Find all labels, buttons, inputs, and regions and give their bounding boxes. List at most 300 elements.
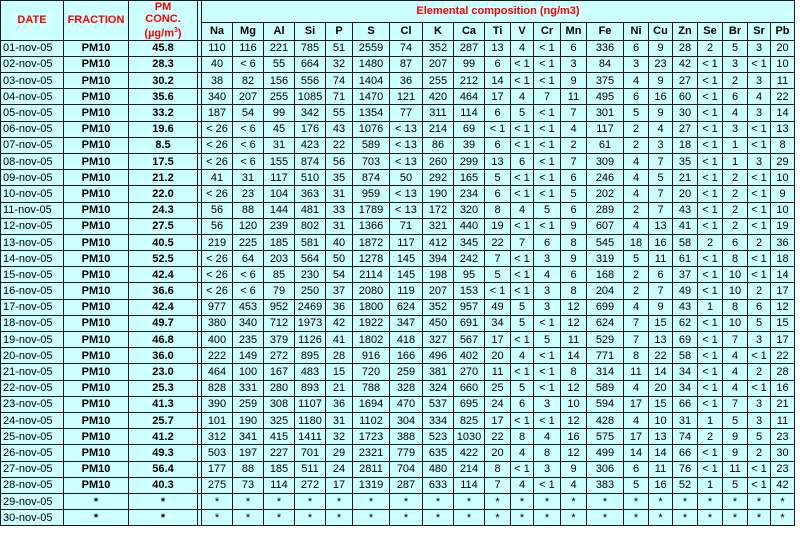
pm-conc-cell: 25.7 <box>129 412 198 428</box>
value-cell-mn: 9 <box>561 218 587 234</box>
value-cell-ni: 2 <box>624 267 649 283</box>
fraction-cell: PM10 <box>64 380 129 396</box>
value-cell-cl: 347 <box>390 315 423 331</box>
value-cell-pb: 11 <box>771 412 795 428</box>
value-cell-p: 31 <box>326 218 353 234</box>
value-cell-sr: < 1 <box>748 202 771 218</box>
value-cell-mn: 6 <box>561 170 587 186</box>
value-cell-ca: 691 <box>454 315 485 331</box>
value-cell-mg: 73 <box>233 477 264 493</box>
value-cell-v: < 1 <box>511 283 534 299</box>
value-cell-zn: 18 <box>673 137 698 153</box>
value-cell-mn: 12 <box>561 412 587 428</box>
value-cell-cr: < 1 <box>534 380 561 396</box>
value-cell-al: 104 <box>264 186 295 202</box>
value-cell-p: 21 <box>326 380 353 396</box>
value-cell-cl: 388 <box>390 429 423 445</box>
value-cell-ni: 6 <box>624 461 649 477</box>
value-cell-br: 5 <box>723 477 748 493</box>
value-cell-v: < 1 <box>511 186 534 202</box>
value-cell-br: 4 <box>723 364 748 380</box>
value-cell-pb: 11 <box>771 73 795 89</box>
value-cell-ti: 17 <box>485 89 511 105</box>
value-cell-pb: 9 <box>771 186 795 202</box>
value-cell-pb: 14 <box>771 267 795 283</box>
date-cell: 01-nov-05 <box>1 40 64 56</box>
value-cell-cr: 6 <box>534 234 561 250</box>
value-cell-ti: * <box>485 510 511 526</box>
value-cell-pb: 12 <box>771 299 795 315</box>
value-cell-pb: 23 <box>771 429 795 445</box>
value-cell-s: * <box>353 493 390 509</box>
value-cell-p: 56 <box>326 153 353 169</box>
value-cell-v: < 1 <box>511 332 534 348</box>
value-cell-fe: 624 <box>587 315 624 331</box>
pm-conc-cell: 42.4 <box>129 299 198 315</box>
value-cell-si: 342 <box>295 105 326 121</box>
value-cell-al: 203 <box>264 251 295 267</box>
pm-conc-cell: 28.3 <box>129 56 198 72</box>
date-cell: 08-nov-05 <box>1 153 64 169</box>
value-cell-ca: 242 <box>454 251 485 267</box>
value-cell-cu: 13 <box>649 332 673 348</box>
value-cell-k: 633 <box>423 477 454 493</box>
value-cell-k: 334 <box>423 412 454 428</box>
fraction-cell: PM10 <box>64 40 129 56</box>
value-cell-k: 450 <box>423 315 454 331</box>
value-cell-p: 37 <box>326 283 353 299</box>
value-cell-se: < 1 <box>698 89 723 105</box>
fraction-cell: PM10 <box>64 299 129 315</box>
fraction-cell: PM10 <box>64 445 129 461</box>
value-cell-cl: 418 <box>390 332 423 348</box>
value-cell-si: 874 <box>295 153 326 169</box>
value-cell-br: 1 <box>723 137 748 153</box>
value-cell-fe: 202 <box>587 186 624 202</box>
value-cell-se: 1 <box>698 412 723 428</box>
value-cell-sr: 3 <box>748 105 771 121</box>
value-cell-se: < 1 <box>698 202 723 218</box>
value-cell-ni: 4 <box>624 412 649 428</box>
value-cell-ni: 8 <box>624 348 649 364</box>
value-cell-mg: 225 <box>233 234 264 250</box>
value-cell-na: 503 <box>202 445 233 461</box>
value-cell-v: 6 <box>511 396 534 412</box>
value-cell-ti: 6 <box>485 105 511 121</box>
value-cell-al: 31 <box>264 137 295 153</box>
value-cell-sr: 3 <box>748 40 771 56</box>
value-cell-fe: 383 <box>587 477 624 493</box>
element-header-al: Al <box>264 22 295 40</box>
value-cell-s: 703 <box>353 153 390 169</box>
value-cell-ca: 825 <box>454 412 485 428</box>
value-cell-ni: 17 <box>624 429 649 445</box>
value-cell-zn: 35 <box>673 153 698 169</box>
value-cell-si: 230 <box>295 267 326 283</box>
value-cell-br: 7 <box>723 332 748 348</box>
value-cell-br: 10 <box>723 267 748 283</box>
value-cell-br: 6 <box>723 89 748 105</box>
value-cell-cl: 704 <box>390 461 423 477</box>
value-cell-na: 977 <box>202 299 233 315</box>
value-cell-fe: 84 <box>587 56 624 72</box>
date-cell: 11-nov-05 <box>1 202 64 218</box>
element-header-si: Si <box>295 22 326 40</box>
value-cell-zn: 74 <box>673 429 698 445</box>
value-cell-zn: 21 <box>673 170 698 186</box>
value-cell-ni: 11 <box>624 364 649 380</box>
value-cell-ni: 4 <box>624 186 649 202</box>
value-cell-si: * <box>295 493 326 509</box>
value-cell-zn: 69 <box>673 332 698 348</box>
value-cell-fe: 428 <box>587 412 624 428</box>
value-cell-pb: 17 <box>771 283 795 299</box>
value-cell-na: 56 <box>202 218 233 234</box>
value-cell-se: < 1 <box>698 153 723 169</box>
value-cell-mg: 31 <box>233 170 264 186</box>
date-cell: 06-nov-05 <box>1 121 64 137</box>
value-cell-mg: 88 <box>233 202 264 218</box>
value-cell-pb: 20 <box>771 40 795 56</box>
value-cell-si: 483 <box>295 364 326 380</box>
value-cell-s: * <box>353 510 390 526</box>
value-cell-ti: 20 <box>485 348 511 364</box>
value-cell-na: 275 <box>202 477 233 493</box>
value-cell-cu: 9 <box>649 105 673 121</box>
fraction-cell: PM10 <box>64 234 129 250</box>
value-cell-v: < 1 <box>511 73 534 89</box>
value-cell-se: 1 <box>698 299 723 315</box>
value-cell-k: 635 <box>423 445 454 461</box>
value-cell-s: 1076 <box>353 121 390 137</box>
value-cell-zn: 58 <box>673 234 698 250</box>
value-cell-s: 1802 <box>353 332 390 348</box>
fraction-cell: PM10 <box>64 202 129 218</box>
value-cell-ti: 24 <box>485 396 511 412</box>
value-cell-na: 312 <box>202 429 233 445</box>
value-cell-p: 32 <box>326 429 353 445</box>
value-cell-s: 1789 <box>353 202 390 218</box>
value-cell-na: 38 <box>202 73 233 89</box>
element-header-se: Se <box>698 22 723 40</box>
pm-conc-cell: 49.7 <box>129 315 198 331</box>
value-cell-cl: < 13 <box>390 202 423 218</box>
date-cell: 12-nov-05 <box>1 218 64 234</box>
value-cell-na: < 26 <box>202 153 233 169</box>
value-cell-cu: 10 <box>649 412 673 428</box>
value-cell-zn: 41 <box>673 218 698 234</box>
value-cell-ni: 6 <box>624 89 649 105</box>
pm-conc-cell: 25.3 <box>129 380 198 396</box>
value-cell-ti: 6 <box>485 186 511 202</box>
value-cell-al: 114 <box>264 477 295 493</box>
value-cell-zn: 37 <box>673 267 698 283</box>
value-cell-se: < 1 <box>698 380 723 396</box>
fraction-cell: PM10 <box>64 477 129 493</box>
value-cell-se: < 1 <box>698 251 723 267</box>
fraction-cell: PM10 <box>64 461 129 477</box>
value-cell-zn: 28 <box>673 40 698 56</box>
value-cell-sr: < 1 <box>748 380 771 396</box>
value-cell-mn: 8 <box>561 283 587 299</box>
value-cell-ni: 4 <box>624 218 649 234</box>
value-cell-v: < 1 <box>511 137 534 153</box>
value-cell-ti: 34 <box>485 315 511 331</box>
value-cell-v: 5 <box>511 380 534 396</box>
value-cell-na: 40 <box>202 56 233 72</box>
value-cell-ca: 270 <box>454 364 485 380</box>
value-cell-mn: 11 <box>561 89 587 105</box>
date-cell: 23-nov-05 <box>1 396 64 412</box>
value-cell-v: 5 <box>511 299 534 315</box>
table-row <box>1 121 795 137</box>
value-cell-pb: * <box>771 510 795 526</box>
pm-conc-cell: 30.2 <box>129 73 198 89</box>
fraction-cell: PM10 <box>64 412 129 428</box>
value-cell-ni: 4 <box>624 73 649 89</box>
value-cell-cu: 9 <box>649 40 673 56</box>
value-cell-se: < 1 <box>698 121 723 137</box>
value-cell-br: 8 <box>723 299 748 315</box>
value-cell-al: 117 <box>264 170 295 186</box>
table-row <box>1 105 795 121</box>
date-cell: 16-nov-05 <box>1 283 64 299</box>
value-cell-cr: * <box>534 510 561 526</box>
value-cell-fe: 375 <box>587 73 624 89</box>
value-cell-mn: 8 <box>561 364 587 380</box>
value-cell-na: 464 <box>202 364 233 380</box>
table-row <box>1 218 795 234</box>
value-cell-mn: 9 <box>561 461 587 477</box>
value-cell-mg: 259 <box>233 396 264 412</box>
value-cell-mn: 4 <box>561 121 587 137</box>
value-cell-cl: 121 <box>390 89 423 105</box>
value-cell-al: 155 <box>264 153 295 169</box>
value-cell-zn: 31 <box>673 412 698 428</box>
value-cell-ca: 39 <box>454 137 485 153</box>
value-cell-ca: 114 <box>454 105 485 121</box>
fraction-cell: * <box>64 510 129 526</box>
value-cell-si: * <box>295 510 326 526</box>
value-cell-k: 292 <box>423 170 454 186</box>
value-cell-cl: * <box>390 493 423 509</box>
value-cell-br: 2 <box>723 218 748 234</box>
value-cell-cl: 259 <box>390 364 423 380</box>
date-cell: 27-nov-05 <box>1 461 64 477</box>
value-cell-pb: * <box>771 493 795 509</box>
value-cell-br: 5 <box>723 412 748 428</box>
value-cell-se: 2 <box>698 429 723 445</box>
value-cell-si: 701 <box>295 445 326 461</box>
value-cell-fe: 336 <box>587 40 624 56</box>
value-cell-k: 207 <box>423 283 454 299</box>
value-cell-se: 2 <box>698 40 723 56</box>
value-cell-mn: 12 <box>561 315 587 331</box>
value-cell-cr: 8 <box>534 445 561 461</box>
value-cell-se: < 1 <box>698 186 723 202</box>
value-cell-mg: 331 <box>233 380 264 396</box>
pm-conc-cell: 45.8 <box>129 40 198 56</box>
date-cell: 05-nov-05 <box>1 105 64 121</box>
value-cell-k: 190 <box>423 186 454 202</box>
value-cell-mg: 340 <box>233 315 264 331</box>
table-row <box>1 412 795 428</box>
element-header-mg: Mg <box>233 22 264 40</box>
value-cell-ni: 7 <box>624 315 649 331</box>
value-cell-v: < 1 <box>511 121 534 137</box>
value-cell-mn: 6 <box>561 267 587 283</box>
pm-conc-cell: 19.6 <box>129 121 198 137</box>
value-cell-br: 2 <box>723 73 748 89</box>
value-cell-ni: 6 <box>624 40 649 56</box>
value-cell-v: 8 <box>511 429 534 445</box>
value-cell-al: * <box>264 510 295 526</box>
date-cell: 10-nov-05 <box>1 186 64 202</box>
value-cell-fe: * <box>587 493 624 509</box>
value-cell-se: < 1 <box>698 218 723 234</box>
value-cell-cl: 119 <box>390 283 423 299</box>
value-cell-cu: 15 <box>649 315 673 331</box>
value-cell-cr: < 1 <box>534 56 561 72</box>
value-cell-fe: 117 <box>587 121 624 137</box>
value-cell-se: < 1 <box>698 315 723 331</box>
value-cell-ca: 320 <box>454 202 485 218</box>
value-cell-pb: 22 <box>771 348 795 364</box>
value-cell-s: 788 <box>353 380 390 396</box>
value-cell-p: 36 <box>326 299 353 315</box>
value-cell-cu: 11 <box>649 251 673 267</box>
value-cell-mg: 23 <box>233 186 264 202</box>
value-cell-mg: 116 <box>233 40 264 56</box>
value-cell-sr: < 1 <box>748 56 771 72</box>
value-cell-cr: 3 <box>534 299 561 315</box>
value-cell-cu: * <box>649 510 673 526</box>
value-cell-fe: 529 <box>587 332 624 348</box>
value-cell-cr: < 1 <box>534 170 561 186</box>
pm-conc-cell: * <box>129 510 198 526</box>
value-cell-ca: * <box>454 493 485 509</box>
date-cell: 09-nov-05 <box>1 170 64 186</box>
value-cell-ti: 25 <box>485 380 511 396</box>
value-cell-al: 167 <box>264 364 295 380</box>
value-cell-pb: 22 <box>771 89 795 105</box>
value-cell-pb: 13 <box>771 121 795 137</box>
value-cell-cu: 7 <box>649 153 673 169</box>
value-cell-cl: 779 <box>390 445 423 461</box>
value-cell-pb: 18 <box>771 251 795 267</box>
value-cell-s: 1470 <box>353 89 390 105</box>
fraction-cell: PM10 <box>64 396 129 412</box>
value-cell-na: 56 <box>202 202 233 218</box>
value-cell-si: 176 <box>295 121 326 137</box>
value-cell-k: 321 <box>423 218 454 234</box>
value-cell-br: 10 <box>723 315 748 331</box>
value-cell-v: 4 <box>511 89 534 105</box>
value-cell-sr: 5 <box>748 315 771 331</box>
value-cell-cr: * <box>534 493 561 509</box>
table-row <box>1 315 795 331</box>
value-cell-v: 6 <box>511 153 534 169</box>
value-cell-cr: < 1 <box>534 218 561 234</box>
value-cell-s: 1404 <box>353 73 390 89</box>
table-row <box>1 348 795 364</box>
value-cell-ca: 95 <box>454 267 485 283</box>
value-cell-p: 43 <box>326 121 353 137</box>
value-cell-ca: 153 <box>454 283 485 299</box>
value-cell-sr: < 1 <box>748 218 771 234</box>
value-cell-p: 33 <box>326 202 353 218</box>
pm-conc-cell: 52.5 <box>129 251 198 267</box>
table-row <box>1 234 795 250</box>
value-cell-br: 11 <box>723 461 748 477</box>
value-cell-cr: < 1 <box>534 315 561 331</box>
value-cell-ti: 8 <box>485 461 511 477</box>
value-cell-na: * <box>202 510 233 526</box>
value-cell-ca: 345 <box>454 234 485 250</box>
value-cell-mg: < 6 <box>233 137 264 153</box>
value-cell-sr: < 1 <box>748 348 771 364</box>
value-cell-zn: 42 <box>673 56 698 72</box>
value-cell-ni: 4 <box>624 299 649 315</box>
value-cell-br: 2 <box>723 170 748 186</box>
value-cell-zn: 66 <box>673 396 698 412</box>
table-row <box>1 186 795 202</box>
value-cell-s: 589 <box>353 137 390 153</box>
value-cell-s: 1278 <box>353 251 390 267</box>
value-cell-k: 480 <box>423 461 454 477</box>
value-cell-al: 156 <box>264 73 295 89</box>
value-cell-cr: < 1 <box>534 477 561 493</box>
fraction-cell: * <box>64 493 129 509</box>
value-cell-br: 4 <box>723 348 748 364</box>
value-cell-pb: 10 <box>771 202 795 218</box>
value-cell-cu: 9 <box>649 73 673 89</box>
value-cell-si: 556 <box>295 73 326 89</box>
value-cell-fe: 314 <box>587 364 624 380</box>
value-cell-al: 85 <box>264 267 295 283</box>
value-cell-cl: 470 <box>390 396 423 412</box>
value-cell-v: 5 <box>511 105 534 121</box>
value-cell-ni: 3 <box>624 56 649 72</box>
value-cell-ca: 299 <box>454 153 485 169</box>
value-cell-fe: 575 <box>587 429 624 445</box>
value-cell-cl: 328 <box>390 380 423 396</box>
value-cell-v: < 1 <box>511 267 534 283</box>
value-cell-al: 144 <box>264 202 295 218</box>
value-cell-al: 272 <box>264 348 295 364</box>
table-row <box>1 267 795 283</box>
value-cell-ni: 14 <box>624 445 649 461</box>
value-cell-s: 2114 <box>353 267 390 283</box>
pm-conc-cell: 56.4 <box>129 461 198 477</box>
element-header-ca: Ca <box>454 22 485 40</box>
value-cell-mg: 341 <box>233 429 264 445</box>
value-cell-v: < 1 <box>511 364 534 380</box>
value-cell-fe: 204 <box>587 283 624 299</box>
table-row <box>1 332 795 348</box>
value-cell-v: * <box>511 510 534 526</box>
table-row <box>1 510 795 526</box>
value-cell-na: 400 <box>202 332 233 348</box>
element-header-s: S <box>353 22 390 40</box>
element-header-ni: Ni <box>624 22 649 40</box>
value-cell-si: 785 <box>295 40 326 56</box>
fraction-cell: PM10 <box>64 56 129 72</box>
value-cell-k: 172 <box>423 202 454 218</box>
value-cell-si: 1085 <box>295 89 326 105</box>
value-cell-cu: 16 <box>649 234 673 250</box>
value-cell-cu: 3 <box>649 137 673 153</box>
